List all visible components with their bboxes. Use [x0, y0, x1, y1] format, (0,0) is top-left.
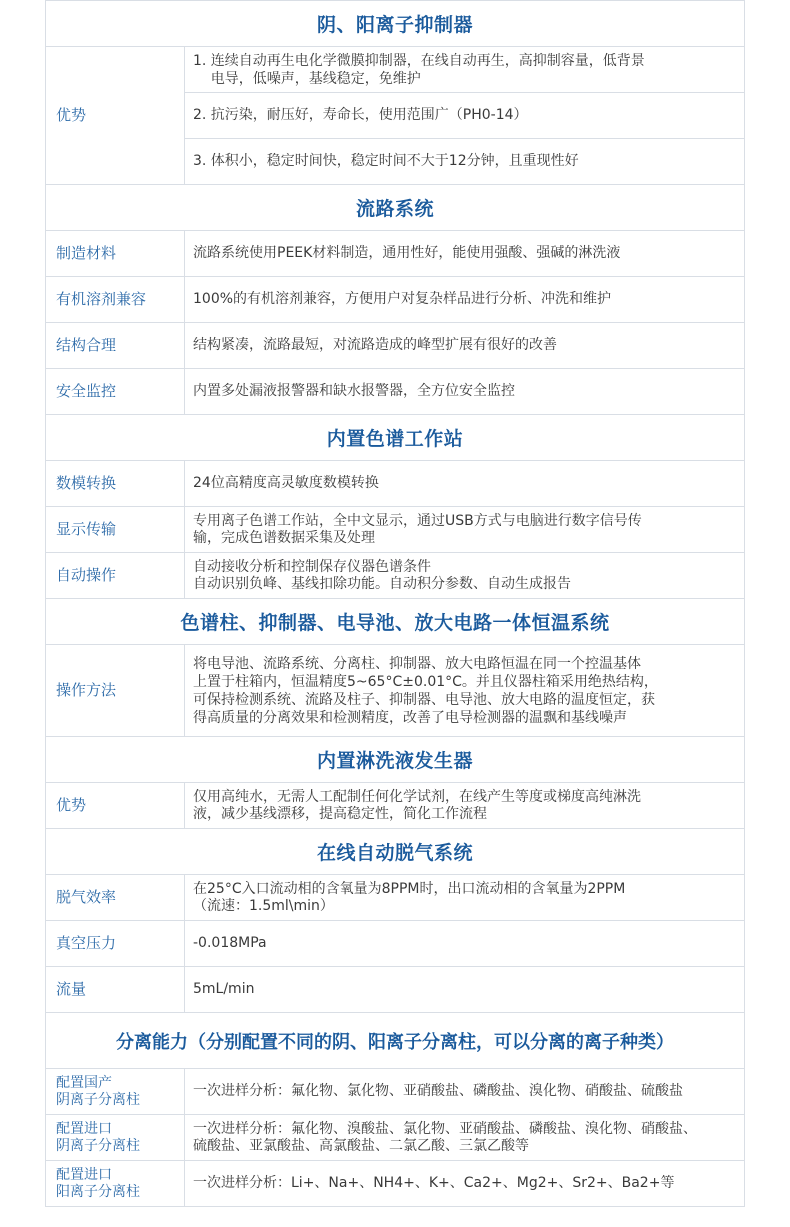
row-label: 自动操作	[46, 553, 185, 599]
value-line: 可保持检测系统、流路及柱子、抑制器、电导池、放大电路的温度恒定，获	[193, 691, 655, 708]
row-value	[185, 139, 745, 185]
row-label: 制造材料	[46, 231, 185, 277]
row-value	[185, 783, 745, 829]
label-line: 配置进口	[56, 1120, 112, 1137]
label-line: 配置国产	[56, 1074, 112, 1091]
value-line: （流速：1.5ml\min）	[193, 897, 334, 914]
value-line: 仅用高纯水，无需人工配制任何化学试剂，在线产生等度或梯度高纯淋洗	[193, 788, 641, 805]
value-line: 得高质量的分离效果和检测精度，改善了电导检测器的温飘和基线噪声	[193, 709, 627, 726]
row-label: 安全监控	[46, 369, 185, 415]
row-value	[185, 921, 745, 967]
spec-table	[45, 0, 745, 1207]
value-line: 2. 抗污染，耐压好，寿命长，使用范围广（PH0-14）	[193, 107, 528, 123]
value-line: 100%的有机溶剂兼容，方便用户对复杂样品进行分析、冲洗和维护	[193, 291, 612, 307]
table-row	[46, 645, 745, 737]
value-line: 3. 体积小，稳定时间快，稳定时间不大于12分钟，且重现性好	[193, 153, 579, 169]
value-line: 自动接收分析和控制保存仪器色谱条件	[193, 558, 431, 575]
value-line: -0.018MPa	[193, 935, 267, 951]
row-value	[185, 369, 745, 415]
table-row	[46, 553, 745, 599]
section-header-row	[46, 415, 745, 461]
row-label: 脱气效率	[46, 875, 185, 921]
table-row	[46, 461, 745, 507]
section-title: 内置淋洗液发生器	[46, 737, 745, 783]
section-header-row	[46, 599, 745, 645]
value-line: 24位高精度高灵敏度数模转换	[193, 475, 379, 491]
table-row	[46, 507, 745, 553]
value-line: 上置于柱箱内，恒温精度5~65°C±0.01°C。并且仪器柱箱采用绝热结构，	[193, 673, 658, 690]
value-line: 硫酸盐、亚氯酸盐、高氯酸盐、二氯乙酸、三氯乙酸等	[193, 1137, 529, 1154]
row-label: 操作方法	[46, 645, 185, 737]
section-title: 阴、阳离子抑制器	[46, 1, 745, 47]
row-label: 优势	[46, 783, 185, 829]
row-label	[46, 1115, 185, 1161]
table-row	[46, 277, 745, 323]
value-line: 自动识别负峰、基线扣除功能。自动积分参数、自动生成报告	[193, 575, 571, 592]
row-value	[185, 93, 745, 139]
row-value	[185, 1115, 745, 1161]
row-label: 数模转换	[46, 461, 185, 507]
value-line: 液，减少基线漂移，提高稳定性，简化工作流程	[193, 805, 487, 822]
table-row	[46, 1161, 745, 1207]
row-label: 流量	[46, 967, 185, 1013]
value-line: 电导，低噪声，基线稳定，免维护	[193, 70, 421, 87]
row-value	[185, 553, 745, 599]
table-row	[46, 967, 745, 1013]
value-line: 一次进样分析：氟化物、氯化物、亚硝酸盐、磷酸盐、溴化物、硝酸盐、硫酸盐	[193, 1083, 683, 1099]
row-value	[185, 323, 745, 369]
value-line: 5mL/min	[193, 981, 255, 997]
row-value	[185, 1161, 745, 1207]
value-line: 将电导池、流路系统、分离柱、抑制器、放大电路恒温在同一个控温基体	[193, 655, 641, 672]
section-header-row	[46, 185, 745, 231]
value-line: 内置多处漏液报警器和缺水报警器，全方位安全监控	[193, 383, 515, 399]
section-header-row	[46, 1, 745, 47]
row-value	[185, 47, 745, 93]
table-row	[46, 231, 745, 277]
table-row	[46, 921, 745, 967]
row-label: 显示传输	[46, 507, 185, 553]
row-label: 优势	[46, 47, 185, 185]
label-line: 阳离子分离柱	[56, 1183, 140, 1200]
label-line: 阴离子分离柱	[56, 1091, 140, 1108]
value-line: 流路系统使用PEEK材料制造，通用性好，能使用强酸、强碱的淋洗液	[193, 245, 621, 261]
table-row	[46, 323, 745, 369]
section-header-row	[46, 1013, 745, 1069]
row-label: 真空压力	[46, 921, 185, 967]
row-value	[185, 507, 745, 553]
value-line: 一次进样分析：氟化物、溴酸盐、氯化物、亚硝酸盐、磷酸盐、溴化物、硝酸盐、	[193, 1120, 697, 1137]
section-header-row	[46, 829, 745, 875]
section-title: 内置色谱工作站	[46, 415, 745, 461]
row-label: 结构合理	[46, 323, 185, 369]
label-line: 阴离子分离柱	[56, 1137, 140, 1154]
row-value	[185, 231, 745, 277]
row-label: 有机溶剂兼容	[46, 277, 185, 323]
table-row	[46, 783, 745, 829]
row-value	[185, 875, 745, 921]
row-label	[46, 1069, 185, 1115]
row-value	[185, 967, 745, 1013]
row-value	[185, 645, 745, 737]
label-line: 配置进口	[56, 1166, 112, 1183]
section-title: 流路系统	[46, 185, 745, 231]
section-header-row	[46, 737, 745, 783]
value-line: 一次进样分析：Li+、Na+、NH4+、K+、Ca2+、Mg2+、Sr2+、Ba2+等	[193, 1175, 675, 1191]
table-row	[46, 47, 745, 93]
value-line: 结构紧凑，流路最短，对流路造成的峰型扩展有很好的改善	[193, 337, 557, 353]
value-line: 输，完成色谱数据采集及处理	[193, 529, 375, 546]
section-title: 色谱柱、抑制器、电导池、放大电路一体恒温系统	[46, 599, 745, 645]
value-line: 1. 连续自动再生电化学微膜抑制器，在线自动再生，高抑制容量，低背景	[193, 52, 645, 69]
value-line: 在25°C入口流动相的含氧量为8PPM时，出口流动相的含氧量为2PPM	[193, 880, 626, 897]
value-line: 专用离子色谱工作站，全中文显示，通过USB方式与电脑进行数字信号传	[193, 512, 642, 529]
row-value	[185, 461, 745, 507]
table-row	[46, 1069, 745, 1115]
row-value	[185, 277, 745, 323]
row-value	[185, 1069, 745, 1115]
section-title: 分离能力（分别配置不同的阴、阳离子分离柱，可以分离的离子种类）	[46, 1013, 745, 1069]
table-row	[46, 1115, 745, 1161]
row-label	[46, 1161, 185, 1207]
section-title: 在线自动脱气系统	[46, 829, 745, 875]
table-row	[46, 369, 745, 415]
table-row	[46, 875, 745, 921]
